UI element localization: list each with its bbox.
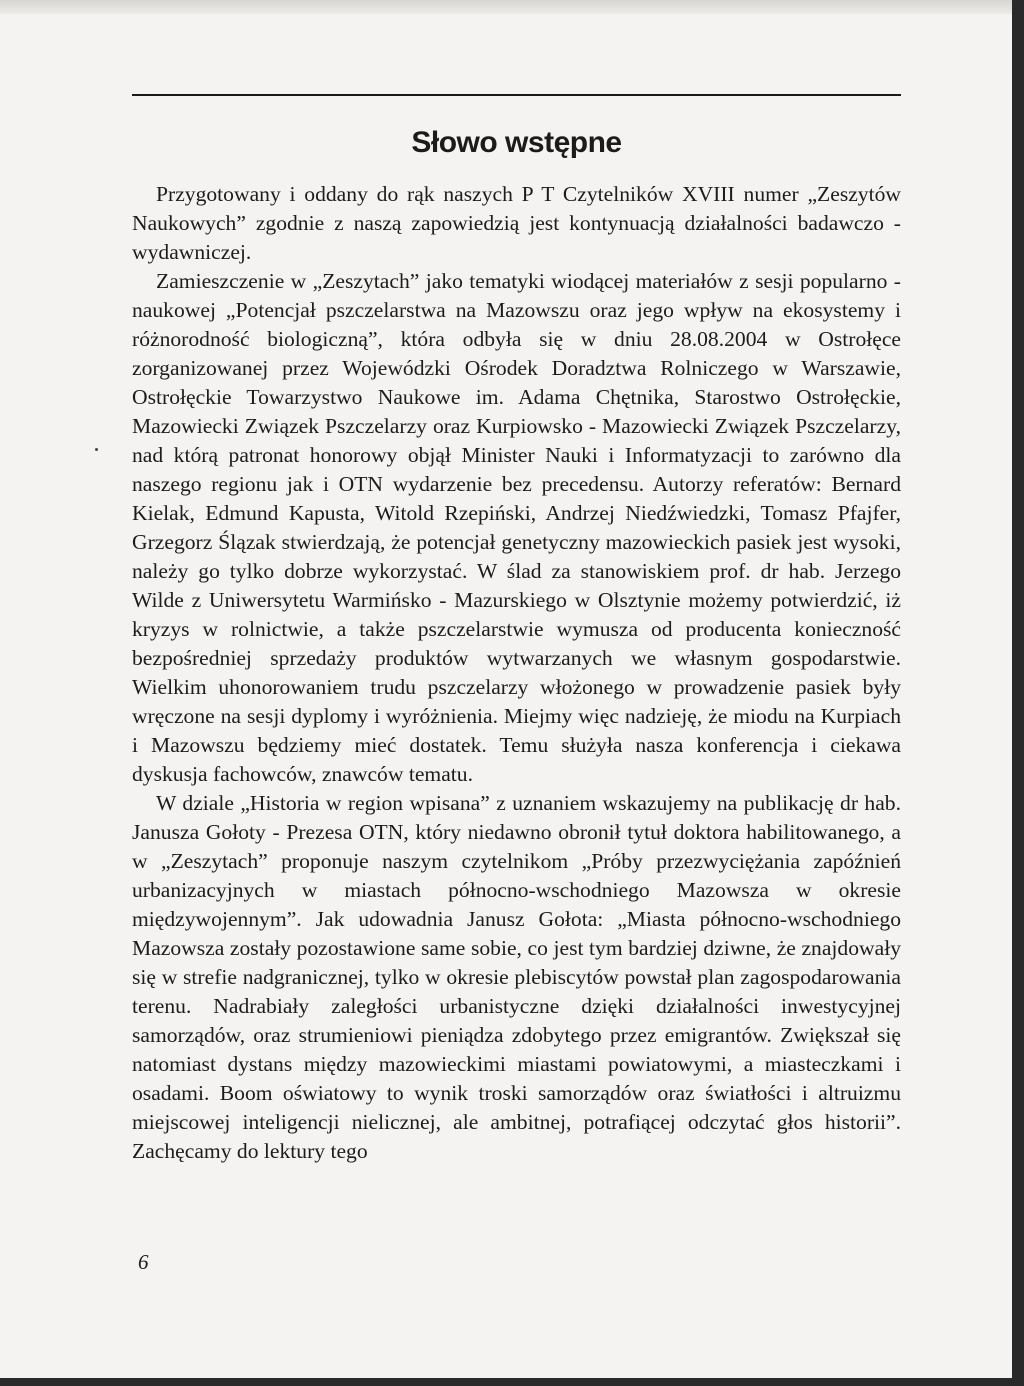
paragraph: Przygotowany i oddany do rąk naszych P T Czytelników XVIII numer „Zeszytów Naukowych” zgodnie z naszą zapowiedzią jest kontynuacją działalności badawczo - wydawniczej. <box>132 182 901 264</box>
page-title: Słowo wstępne <box>411 126 622 159</box>
page-number: 6 <box>138 1250 149 1274</box>
scan-edge <box>0 0 1012 14</box>
paragraph: W dziale „Historia w region wpisana” z uznaniem wskazujemy na publikację dr hab. Janusza Gołoty - Prezesa OTN, który niedawno obronił tytuł doktora habilitowanego, a w „Zeszytach” proponuje naszym czytelnikom „Próby przezwyciężania zapóźnień urbanizacyjnych w miastach północno-wschodniego Mazowsza w okresie międzywojennym”. Jak udowadnia Janusz Gołota: „Miasta północno-wschodniego Mazowsza zostały pozostawione same sobie, co jest tym bardziej dziwne, że znajdowały się w strefie nadgranicznej, tylko w okresie plebiscytów powstał plan zagospodarowania terenu. Nadrabiały zaległości urbanistyczne dzięki działalności inwestycyjnej samorządów, oraz strumieniowi pieniądza zdobytego przez emigrantów. Zwiększał się natomiast dystans między mazowieckimi miastami powiatowymi, a miasteczkami i osadami. Boom oświatowy to wynik troski samorządów oraz światłości i altruizmu miejscowej inteligencji nielicznej, ale ambitnej, potrafiącej odczytać głos historii”. Zachęcamy do lektury tego <box>132 791 901 1163</box>
paragraph: Zamieszczenie w „Zeszytach” jako tematyki wiodącej materiałów z sesji popularno - naukowej „Potencjał pszczelarstwa na Mazowszu oraz jego wpływ na ekosystemy i różnorodność biologiczną”, która odbyła się w dniu 28.08.2004 w Ostrołęce zorganizowanej przez Wojewódzki Ośrodek Doradztwa Rolniczego w Warszawie, Ostrołęckie Towarzystwo Naukowe im. Adama Chętnika, Starostwo Ostrołęckie, Mazowiecki Związek Pszczelarzy oraz Kurpiowsko - Mazowiecki Związek Pszczelarzy, nad którą patronat honorowy objął Minister Nauki i Informatyzacji to zarówno dla naszego regionu jak i OTN wydarzenie bez precedensu. Autorzy referatów: Bernard Kielak, Edmund Kapusta, Witold Rzepiński, Andrzej Niedźwiedzki, Tomasz Pfajfer, Grzegorz Ślązak stwierdzają, że potencjał genetyczny mazowieckich pasiek jest wysoki, należy go tylko dobrze wykorzystać. W ślad za stanowiskiem prof. dr hab. Jerzego Wilde z Uniwersytetu Warmińsko - Mazurskiego w Olsztynie możemy potwierdzić, iż kryzys w rolnictwie, a także pszczelarstwie wymusza od producenta konieczność bezpośredniej sprzedaży produktów wytwarzanych we własnym gospodarstwie. Wielkim uhonorowaniem trudu pszczelarzy włożonego w prowadzenie pasiek były wręczone na sesji dyplomy i wyróżnienia. Miejmy więc nadzieję, że miodu na Kurpiach i Mazowszu będziemy mieć dostatek. Temu służyła nasza konferencja i ciekawa dyskusja fachowców, znawców tematu. <box>132 269 901 786</box>
body-text <box>132 180 901 1166</box>
header-rule <box>132 94 901 96</box>
scan-speck <box>95 448 98 451</box>
